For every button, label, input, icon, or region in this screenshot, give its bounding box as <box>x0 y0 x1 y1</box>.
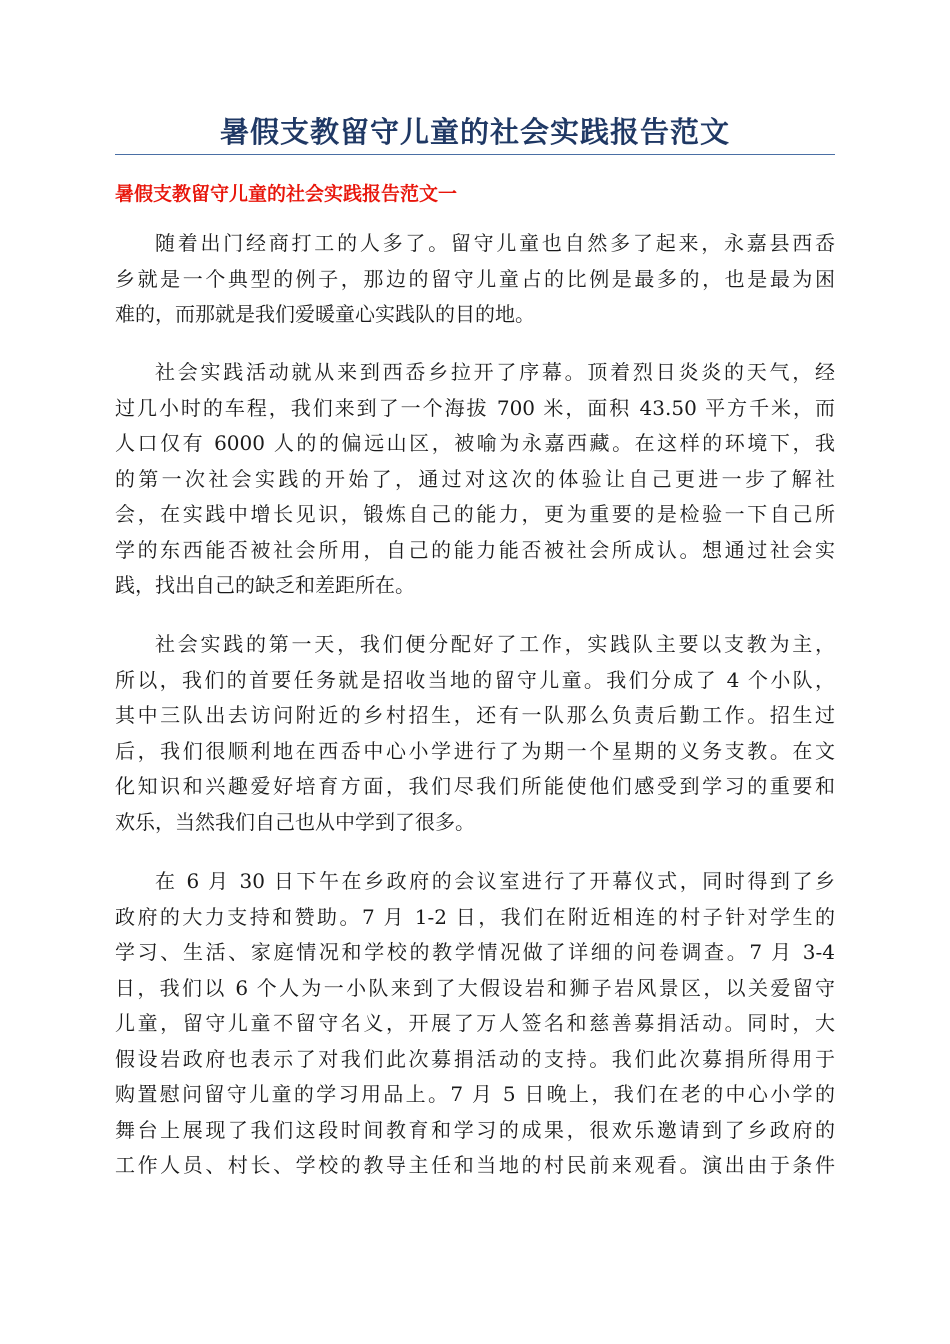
paragraph-line: 假设岩政府也表示了对我们此次募捐活动的支持。我们此次募捐所得用于 <box>115 1046 835 1071</box>
paragraph-line: 后，我们很顺利地在西岙中心小学进行了为期一个星期的义务支教。在文 <box>115 738 835 763</box>
paragraph-line: 过几小时的车程，我们来到了一个海拔 700 米，面积 43.50 平方千米，而 <box>115 395 835 420</box>
paragraph-line: 在 6 月 30 日下午在乡政府的会议室进行了开幕仪式，同时得到了乡 <box>155 869 835 893</box>
paragraph-line: 购置慰问留守儿童的学习用品上。7 月 5 日晚上，我们在老的中心小学的 <box>115 1082 835 1106</box>
paragraph-line: 日，我们以 6 个人为一小队来到了大假设岩和狮子岩风景区，以关爱留守 <box>115 975 835 1000</box>
paragraph-line: 欢乐，当然我们自己也从中学到了很多。 <box>115 809 475 834</box>
paragraph-4 <box>115 864 835 1184</box>
paragraph-line: 学习、生活、家庭情况和学校的教学情况做了详细的问卷调查。7 月 3-4 <box>115 940 835 964</box>
paragraph-3 <box>115 627 835 840</box>
paragraph-line: 随着出门经商打工的人多了。留守儿童也自然多了起来，永嘉县西岙 <box>155 231 835 255</box>
paragraph-line: 的第一次社会实践的开始了，通过对这次的体验让自己更进一步了解社 <box>115 466 835 491</box>
paragraph-line: 工作人员、村长、学校的教导主任和当地的村民前来观看。演出由于条件 <box>115 1153 835 1177</box>
title-underline <box>115 154 835 155</box>
paragraph-line: 人口仅有 6000 人的的偏远山区，被喻为永嘉西藏。在这样的环境下，我 <box>115 431 835 455</box>
paragraph-line: 儿童，留守儿童不留守名义，开展了万人签名和慈善募捐活动。同时，大 <box>115 1011 835 1035</box>
paragraph-line: 会，在实践中增长见识，锻炼自己的能力，更为重要的是检验一下自己所 <box>115 502 835 526</box>
paragraph-line: 政府的大力支持和赞助。7 月 1-2 日，我们在附近相连的村子针对学生的 <box>115 904 835 929</box>
paragraph-line: 舞台上展现了我们这段时间教育和学习的成果，很欢乐邀请到了乡政府的 <box>115 1117 835 1142</box>
paragraph-line: 践，找出自己的缺乏和差距所在。 <box>115 573 415 597</box>
paragraph-line: 学的东西能否被社会所用，自己的能力能否被社会所成认。想通过社会实 <box>115 537 835 562</box>
paragraph-line: 化知识和兴趣爱好培育方面，我们尽我们所能使他们感受到学习的重要和 <box>115 774 835 798</box>
paragraph-2 <box>115 355 835 604</box>
paragraph-line: 难的，而那就是我们爱暖童心实践队的目的地。 <box>115 302 535 326</box>
document-title: 暑假支教留守儿童的社会实践报告范文 <box>219 115 730 149</box>
paragraph-line: 社会实践活动就从来到西岙乡拉开了序幕。顶着烈日炎炎的天气，经 <box>155 360 835 384</box>
section-heading: 暑假支教留守儿童的社会实践报告范文一 <box>115 183 458 205</box>
paragraph-line: 社会实践的第一天，我们便分配好了工作，实践队主要以支教为主， <box>155 632 835 656</box>
paragraph-line: 乡就是一个典型的例子，那边的留守儿童占的比例是最多的，也是最为困 <box>115 266 835 291</box>
paragraph-1 <box>115 226 835 333</box>
paragraph-line: 所以，我们的首要任务就是招收当地的留守儿童。我们分成了 4 个小队， <box>115 667 835 692</box>
paragraph-line: 其中三队出去访问附近的乡村招生，还有一队那么负责后勤工作。招生过 <box>115 703 835 727</box>
